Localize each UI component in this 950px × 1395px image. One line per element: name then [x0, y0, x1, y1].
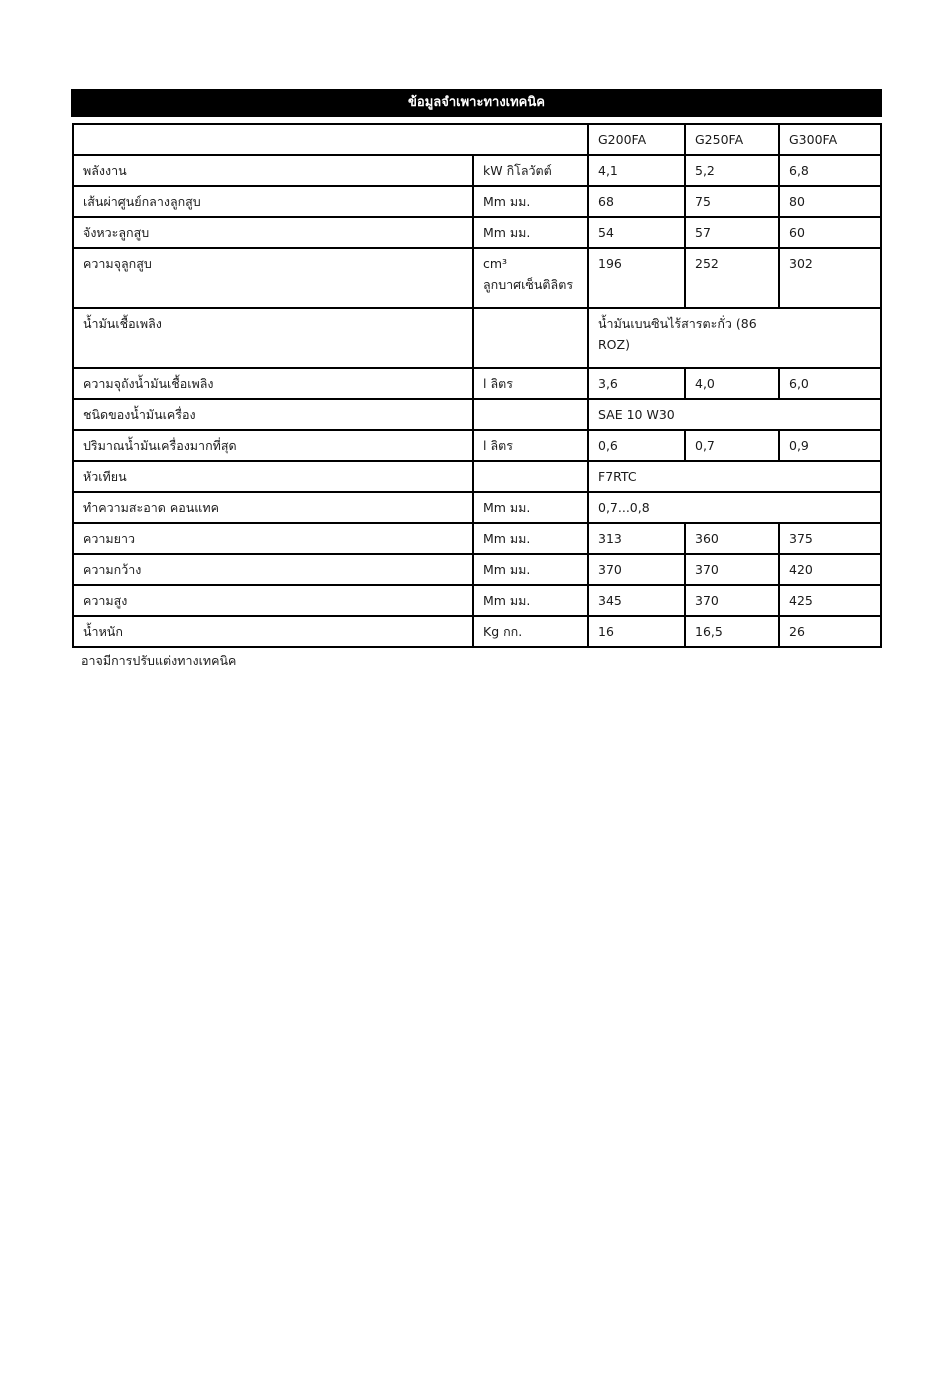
table-row	[73, 554, 881, 585]
row-label: ความจุถังน้ำมันเชื้อเพลิง	[73, 368, 473, 399]
row-value: 5,2	[685, 155, 779, 186]
row-unit	[473, 248, 588, 308]
row-value-line: ROZ)	[598, 337, 630, 352]
row-value: 420	[779, 554, 881, 585]
row-label: ความสูง	[73, 585, 473, 616]
row-value: 57	[685, 217, 779, 248]
row-value-merged: SAE 10 W30	[588, 399, 881, 430]
row-value: 4,1	[588, 155, 685, 186]
row-label: ปริมาณน้ำมันเครื่องมากที่สุด	[73, 430, 473, 461]
row-unit: l ลิตร	[473, 430, 588, 461]
row-value: 4,0	[685, 368, 779, 399]
row-value: 0,9	[779, 430, 881, 461]
row-value: 375	[779, 523, 881, 554]
row-value: 16	[588, 616, 685, 647]
table-row	[73, 248, 881, 308]
table-row	[73, 616, 881, 647]
row-unit: Mm มม.	[473, 523, 588, 554]
row-unit: Mm มม.	[473, 585, 588, 616]
header-empty-cell	[73, 124, 588, 155]
row-unit: Mm มม.	[473, 217, 588, 248]
row-value: 6,8	[779, 155, 881, 186]
row-label: จังหวะลูกสูบ	[73, 217, 473, 248]
row-label: เส้นผ่าศูนย์กลางลูกสูบ	[73, 186, 473, 217]
row-unit	[473, 461, 588, 492]
row-unit-line: cm³	[483, 256, 508, 271]
footnote: อาจมีการปรับแต่งทางเทคนิค	[81, 653, 237, 668]
row-value: 425	[779, 585, 881, 616]
row-value: 360	[685, 523, 779, 554]
model-header: G250FA	[685, 124, 779, 155]
row-value: 345	[588, 585, 685, 616]
row-value: 80	[779, 186, 881, 217]
row-value: 16,5	[685, 616, 779, 647]
row-unit	[473, 308, 588, 368]
row-unit: kW กิโลวัตต์	[473, 155, 588, 186]
row-value: 252	[685, 248, 779, 308]
row-unit: Kg กก.	[473, 616, 588, 647]
row-label: ความกว้าง	[73, 554, 473, 585]
row-value-line: น้ำมันเบนซินไร้สารตะกั่ว (86	[598, 316, 757, 331]
row-value: 0,7	[685, 430, 779, 461]
specs-table	[72, 123, 882, 648]
row-value-merged: 0,7...0,8	[588, 492, 881, 523]
row-label: น้ำมันเชื้อเพลิง	[73, 308, 473, 368]
row-value: 75	[685, 186, 779, 217]
table-row	[73, 523, 881, 554]
row-value: 302	[779, 248, 881, 308]
row-value: 0,6	[588, 430, 685, 461]
row-unit	[473, 399, 588, 430]
row-value: 68	[588, 186, 685, 217]
row-value: 26	[779, 616, 881, 647]
row-label: ความยาว	[73, 523, 473, 554]
row-label: ชนิดของน้ำมันเครื่อง	[73, 399, 473, 430]
row-value: 60	[779, 217, 881, 248]
row-label: พลังงาน	[73, 155, 473, 186]
section-title: ข้อมูลจำเพาะทางเทคนิค	[71, 89, 882, 117]
row-unit-line: ลูกบาศเซ็นติลิตร	[483, 277, 574, 292]
row-value: 370	[685, 554, 779, 585]
table-row	[73, 308, 881, 368]
row-value-merged	[588, 308, 881, 368]
row-value: 3,6	[588, 368, 685, 399]
spec-page	[71, 89, 882, 671]
row-unit: Mm มม.	[473, 492, 588, 523]
table-row	[73, 461, 881, 492]
row-unit: l ลิตร	[473, 368, 588, 399]
table-row	[73, 430, 881, 461]
table-row	[73, 155, 881, 186]
table-header-row	[73, 124, 881, 155]
table-row	[73, 217, 881, 248]
row-label: หัวเทียน	[73, 461, 473, 492]
row-label: ความจุลูกสูบ	[73, 248, 473, 308]
table-row	[73, 492, 881, 523]
table-row	[73, 585, 881, 616]
row-unit: Mm มม.	[473, 186, 588, 217]
row-value: 54	[588, 217, 685, 248]
row-value-merged: F7RTC	[588, 461, 881, 492]
row-label: ทำความสะอาด คอนแทค	[73, 492, 473, 523]
model-header: G200FA	[588, 124, 685, 155]
row-value: 313	[588, 523, 685, 554]
table-row	[73, 368, 881, 399]
model-header: G300FA	[779, 124, 881, 155]
row-label: น้ำหนัก	[73, 616, 473, 647]
table-row	[73, 399, 881, 430]
row-value: 370	[685, 585, 779, 616]
row-value: 196	[588, 248, 685, 308]
row-value: 6,0	[779, 368, 881, 399]
row-value: 370	[588, 554, 685, 585]
row-unit: Mm มม.	[473, 554, 588, 585]
table-row	[73, 186, 881, 217]
